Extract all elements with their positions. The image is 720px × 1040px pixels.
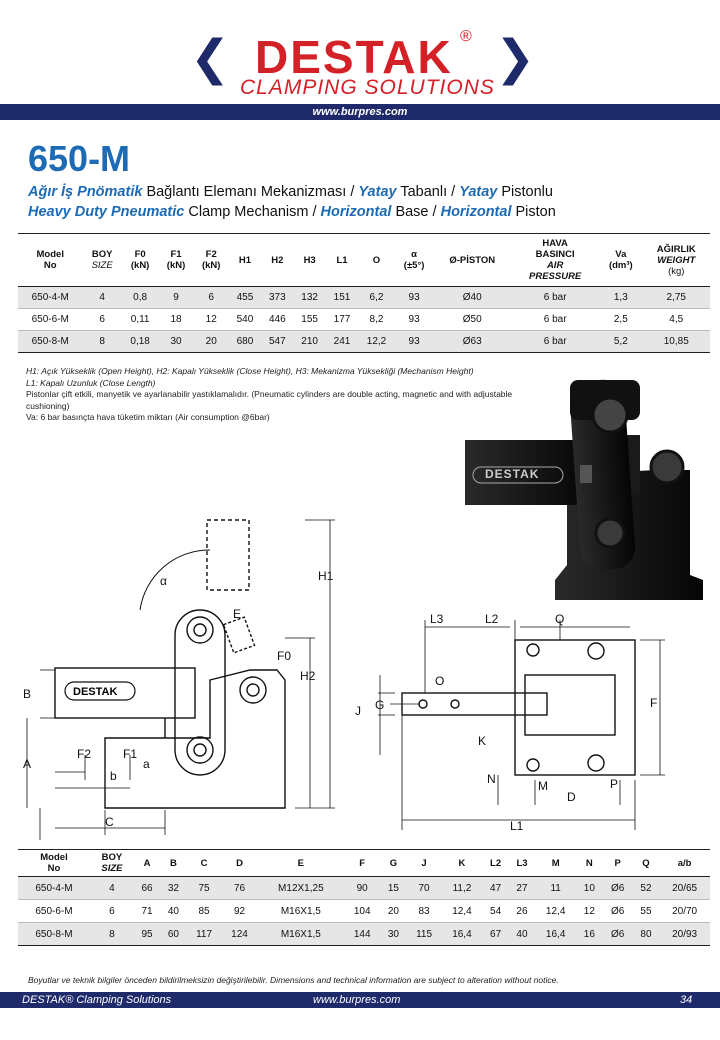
col-a: A [134,850,160,877]
dimensions-cell: 117 [187,923,222,946]
dim-m: M [538,779,548,793]
dim-q: Q [555,612,565,626]
dimensions-cell: 115 [407,923,442,946]
col-boy: BOY SIZE [90,850,134,877]
dimensions-row [18,900,710,923]
subtitle-tr-part: Bağlantı Elemanı Mekanizması / [142,184,359,200]
note-pistons: Pistonlar çift etkili, manyetik ve ayarlanabilir yastıklamalıdır. (Pneumatic cylinders are double acting, magnetic and with adjustable cushioning) [26,389,513,411]
col-l1: L1 [326,234,358,287]
col-va: Va (dm³) [599,234,642,287]
specs-cell: 18 [158,309,193,331]
col-weight: AĞIRLIK WEIGHT (kg) [643,234,710,287]
col-h1: H1 [229,234,261,287]
col-o: O [358,234,395,287]
col-piston: Ø-PİSTON [433,234,511,287]
dimensions-cell: 6 [90,900,134,923]
col-h2: H2 [261,234,293,287]
specs-cell: 540 [229,309,261,331]
col-model: Model No [18,850,90,877]
dimensions-cell: 20 [380,900,406,923]
dimensions-cell: 650-4-M [18,877,90,900]
dimensions-cell: 12,4 [441,900,482,923]
dim-alpha: α [160,574,167,588]
col-f: F [344,850,380,877]
col-k: K [441,850,482,877]
specs-cell: Ø50 [433,309,511,331]
logo-left-bracket: ❮ [190,30,231,86]
subtitle-tr-part: Ağır İş Pnömatik [28,184,143,200]
dim-f0: F0 [277,649,292,663]
footer-bar [0,992,720,1008]
dimensions-cell: 83 [407,900,442,923]
dimensions-cell: 67 [482,923,508,946]
col-f0: F0 (kN) [122,234,159,287]
specs-cell: 20 [194,331,229,353]
logo-right-bracket: ❯ [495,30,536,86]
subtitle-en-part: Horizontal [320,204,392,220]
top-url[interactable]: www.burpres.com [312,106,408,118]
dimensions-cell: M16X1,5 [258,923,345,946]
note-air: Va: 6 bar basınçta hava tüketim miktarı (Air consumption @6bar) [26,412,270,422]
specs-cell: 6 bar [511,331,599,353]
specs-cell: 6 [194,287,229,309]
dimensions-cell: 92 [221,900,257,923]
page-title: 650-M [28,138,131,179]
specs-cell: 2,75 [643,287,710,309]
specs-cell: Ø40 [433,287,511,309]
dimensions-cell: 80 [633,923,659,946]
dimensions-cell: M16X1,5 [258,900,345,923]
dim-d: D [567,790,576,804]
dimensions-cell: 10 [576,877,602,900]
col-q: Q [633,850,659,877]
photo-logo: DESTAK [485,467,540,481]
dim-a-big: A [23,757,32,771]
logo-tagline: CLAMPING SOLUTIONS [240,76,495,99]
dim-e: E [233,607,242,621]
dim-h2: H2 [300,669,316,683]
dimensions-cell: 60 [160,923,186,946]
specs-row [18,287,710,309]
specs-cell: 210 [293,331,325,353]
dim-b-small: b [110,769,117,783]
disclaimer: Boyutlar ve teknik bilgiler önceden bildirilmeksizin değiştirilebilir. Dimensions and technical information are subject to alteration without notice. [28,975,559,985]
note-length: L1: Kapalı Uzunluk (Close Length) [26,377,156,388]
dimensions-cell: 650-6-M [18,900,90,923]
brand-logo [0,22,720,102]
subtitle-en-part: Horizontal [440,204,512,220]
subtitle-en-part: Heavy Duty Pneumatic [28,204,185,220]
specs-cell: 6 bar [511,287,599,309]
dimensions-cell: Ø6 [603,923,633,946]
specs-cell: 9 [158,287,193,309]
dim-b-big: B [23,687,32,701]
dimensions-cell: Ø6 [603,900,633,923]
specs-cell: 0,18 [122,331,159,353]
dimensions-header-row [18,850,710,877]
dimensions-cell: 70 [407,877,442,900]
dimensions-cell: 30 [380,923,406,946]
specs-cell: 0,11 [122,309,159,331]
logo-registered: ® [460,28,472,45]
dim-a-small: a [143,757,150,771]
dimensions-cell: 11 [535,877,576,900]
dimensions-cell: Ø6 [603,877,633,900]
dim-o: O [435,674,445,688]
specs-table [18,233,710,353]
dim-p: P [610,777,619,791]
subtitle-tr-part: Tabanlı / [396,184,460,200]
subtitle-tr-part: Yatay [358,184,397,200]
col-c: C [187,850,222,877]
dimensions-cell: 20/65 [659,877,710,900]
dimensions-cell: 54 [482,900,508,923]
col-l2: L2 [482,850,508,877]
dimensions-cell: 124 [221,923,257,946]
specs-cell: 2,5 [599,309,642,331]
dim-h1: H1 [318,569,334,583]
dimensions-cell: 104 [344,900,380,923]
dim-c: C [105,815,114,829]
dimensions-table [18,849,710,946]
note-heights: H1: Açık Yükseklik (Open Height), H2: Kapalı Yükseklik (Close Height), H3: Mekanizma Yüksekliği (Mechanism Height) [26,366,474,376]
specs-cell: 547 [261,331,293,353]
subtitle-en-part: Clamp Mechanism / [184,204,321,220]
dimensions-cell: 4 [90,877,134,900]
dimensions-cell: 90 [344,877,380,900]
specs-cell: 12 [194,309,229,331]
col-model: Model No [18,234,83,287]
side-view-drawing [15,510,345,840]
specs-cell: 132 [293,287,325,309]
specs-cell: 151 [326,287,358,309]
logo-text: DESTAK [255,31,453,83]
dimensions-cell: 40 [160,900,186,923]
dim-k: K [478,734,487,748]
dimensions-cell: 144 [344,923,380,946]
dim-f1: F1 [123,747,138,761]
dimensions-cell: 15 [380,877,406,900]
col-air-pressure: HAVA BASINCI AIR PRESSURE [511,234,599,287]
specs-row [18,309,710,331]
dim-l2: L2 [485,612,499,626]
dimensions-cell: 11,2 [441,877,482,900]
specs-cell: 4 [83,287,122,309]
col-boy: BOY SIZE [83,234,122,287]
col-f1: F1 (kN) [158,234,193,287]
dim-f: F [650,696,658,710]
col-l3: L3 [509,850,535,877]
col-g: G [380,850,406,877]
specs-cell: 93 [395,287,434,309]
footer-url[interactable]: www.burpres.com [313,994,401,1006]
dimensions-cell: 20/70 [659,900,710,923]
subtitle-en [28,204,556,220]
specs-cell: 241 [326,331,358,353]
col-alpha: α (±5°) [395,234,434,287]
drawing-logo: DESTAK [73,686,118,698]
specs-cell: 446 [261,309,293,331]
specs-cell: 30 [158,331,193,353]
specs-cell: 6,2 [358,287,395,309]
dim-g: G [375,698,385,712]
dimensions-cell: 16,4 [441,923,482,946]
dimensions-cell: 66 [134,877,160,900]
dimensions-cell: 16 [576,923,602,946]
dimensions-cell: 47 [482,877,508,900]
dim-l1: L1 [510,819,524,833]
dimensions-cell: 75 [187,877,222,900]
dimensions-cell: 20/93 [659,923,710,946]
col-b: B [160,850,186,877]
footer-page-number: 34 [680,994,693,1006]
subtitle-en-part: Piston [511,204,556,220]
dimensions-cell: 71 [134,900,160,923]
specs-cell: 93 [395,331,434,353]
specs-cell: 5,2 [599,331,642,353]
specs-cell: 650-6-M [18,309,83,331]
specs-cell: 6 bar [511,309,599,331]
dimensions-cell: 8 [90,923,134,946]
subtitle-tr [28,184,553,200]
specs-cell: 8,2 [358,309,395,331]
dimensions-cell: 85 [187,900,222,923]
specs-cell: 680 [229,331,261,353]
top-url-bar [0,104,720,120]
subtitle-tr-part: Yatay [459,184,498,200]
col-f2: F2 (kN) [194,234,229,287]
dimensions-row [18,923,710,946]
dimensions-cell: 40 [509,923,535,946]
top-view-drawing [350,605,710,835]
col-a-b: a/b [659,850,710,877]
specs-cell: 650-8-M [18,331,83,353]
specs-cell: 1,3 [599,287,642,309]
dim-j: J [355,704,361,718]
specs-cell: 6 [83,309,122,331]
col-m: M [535,850,576,877]
specs-cell: 0,8 [122,287,159,309]
footer-brand: DESTAK® Clamping Solutions [22,994,172,1006]
product-photo [455,375,715,615]
col-e: E [258,850,345,877]
dimensions-cell: 55 [633,900,659,923]
specs-cell: 455 [229,287,261,309]
col-d: D [221,850,257,877]
dimensions-cell: 16,4 [535,923,576,946]
specs-cell: 373 [261,287,293,309]
subtitle-en-part: Base / [391,204,441,220]
subtitle-tr-part: Pistonlu [497,184,553,200]
dimensions-cell: 52 [633,877,659,900]
dimensions-row [18,877,710,900]
specs-row [18,331,710,353]
specs-cell: 155 [293,309,325,331]
specs-cell: 10,85 [643,331,710,353]
dimensions-cell: 650-8-M [18,923,90,946]
col-n: N [576,850,602,877]
col-p: P [603,850,633,877]
dimensions-cell: M12X1,25 [258,877,345,900]
col-h3: H3 [293,234,325,287]
dimensions-cell: 12,4 [535,900,576,923]
col-j: J [407,850,442,877]
dim-n: N [487,772,496,786]
specs-cell: 8 [83,331,122,353]
dimensions-cell: 26 [509,900,535,923]
dimensions-cell: 12 [576,900,602,923]
specs-cell: Ø63 [433,331,511,353]
specs-cell: 93 [395,309,434,331]
specs-cell: 12,2 [358,331,395,353]
dimensions-cell: 32 [160,877,186,900]
dimensions-cell: 76 [221,877,257,900]
dimensions-cell: 27 [509,877,535,900]
specs-cell: 177 [326,309,358,331]
specs-cell: 4,5 [643,309,710,331]
dimensions-cell: 95 [134,923,160,946]
specs-cell: 650-4-M [18,287,83,309]
specs-header-row [18,234,710,287]
dim-f2: F2 [77,747,92,761]
dim-l3: L3 [430,612,444,626]
